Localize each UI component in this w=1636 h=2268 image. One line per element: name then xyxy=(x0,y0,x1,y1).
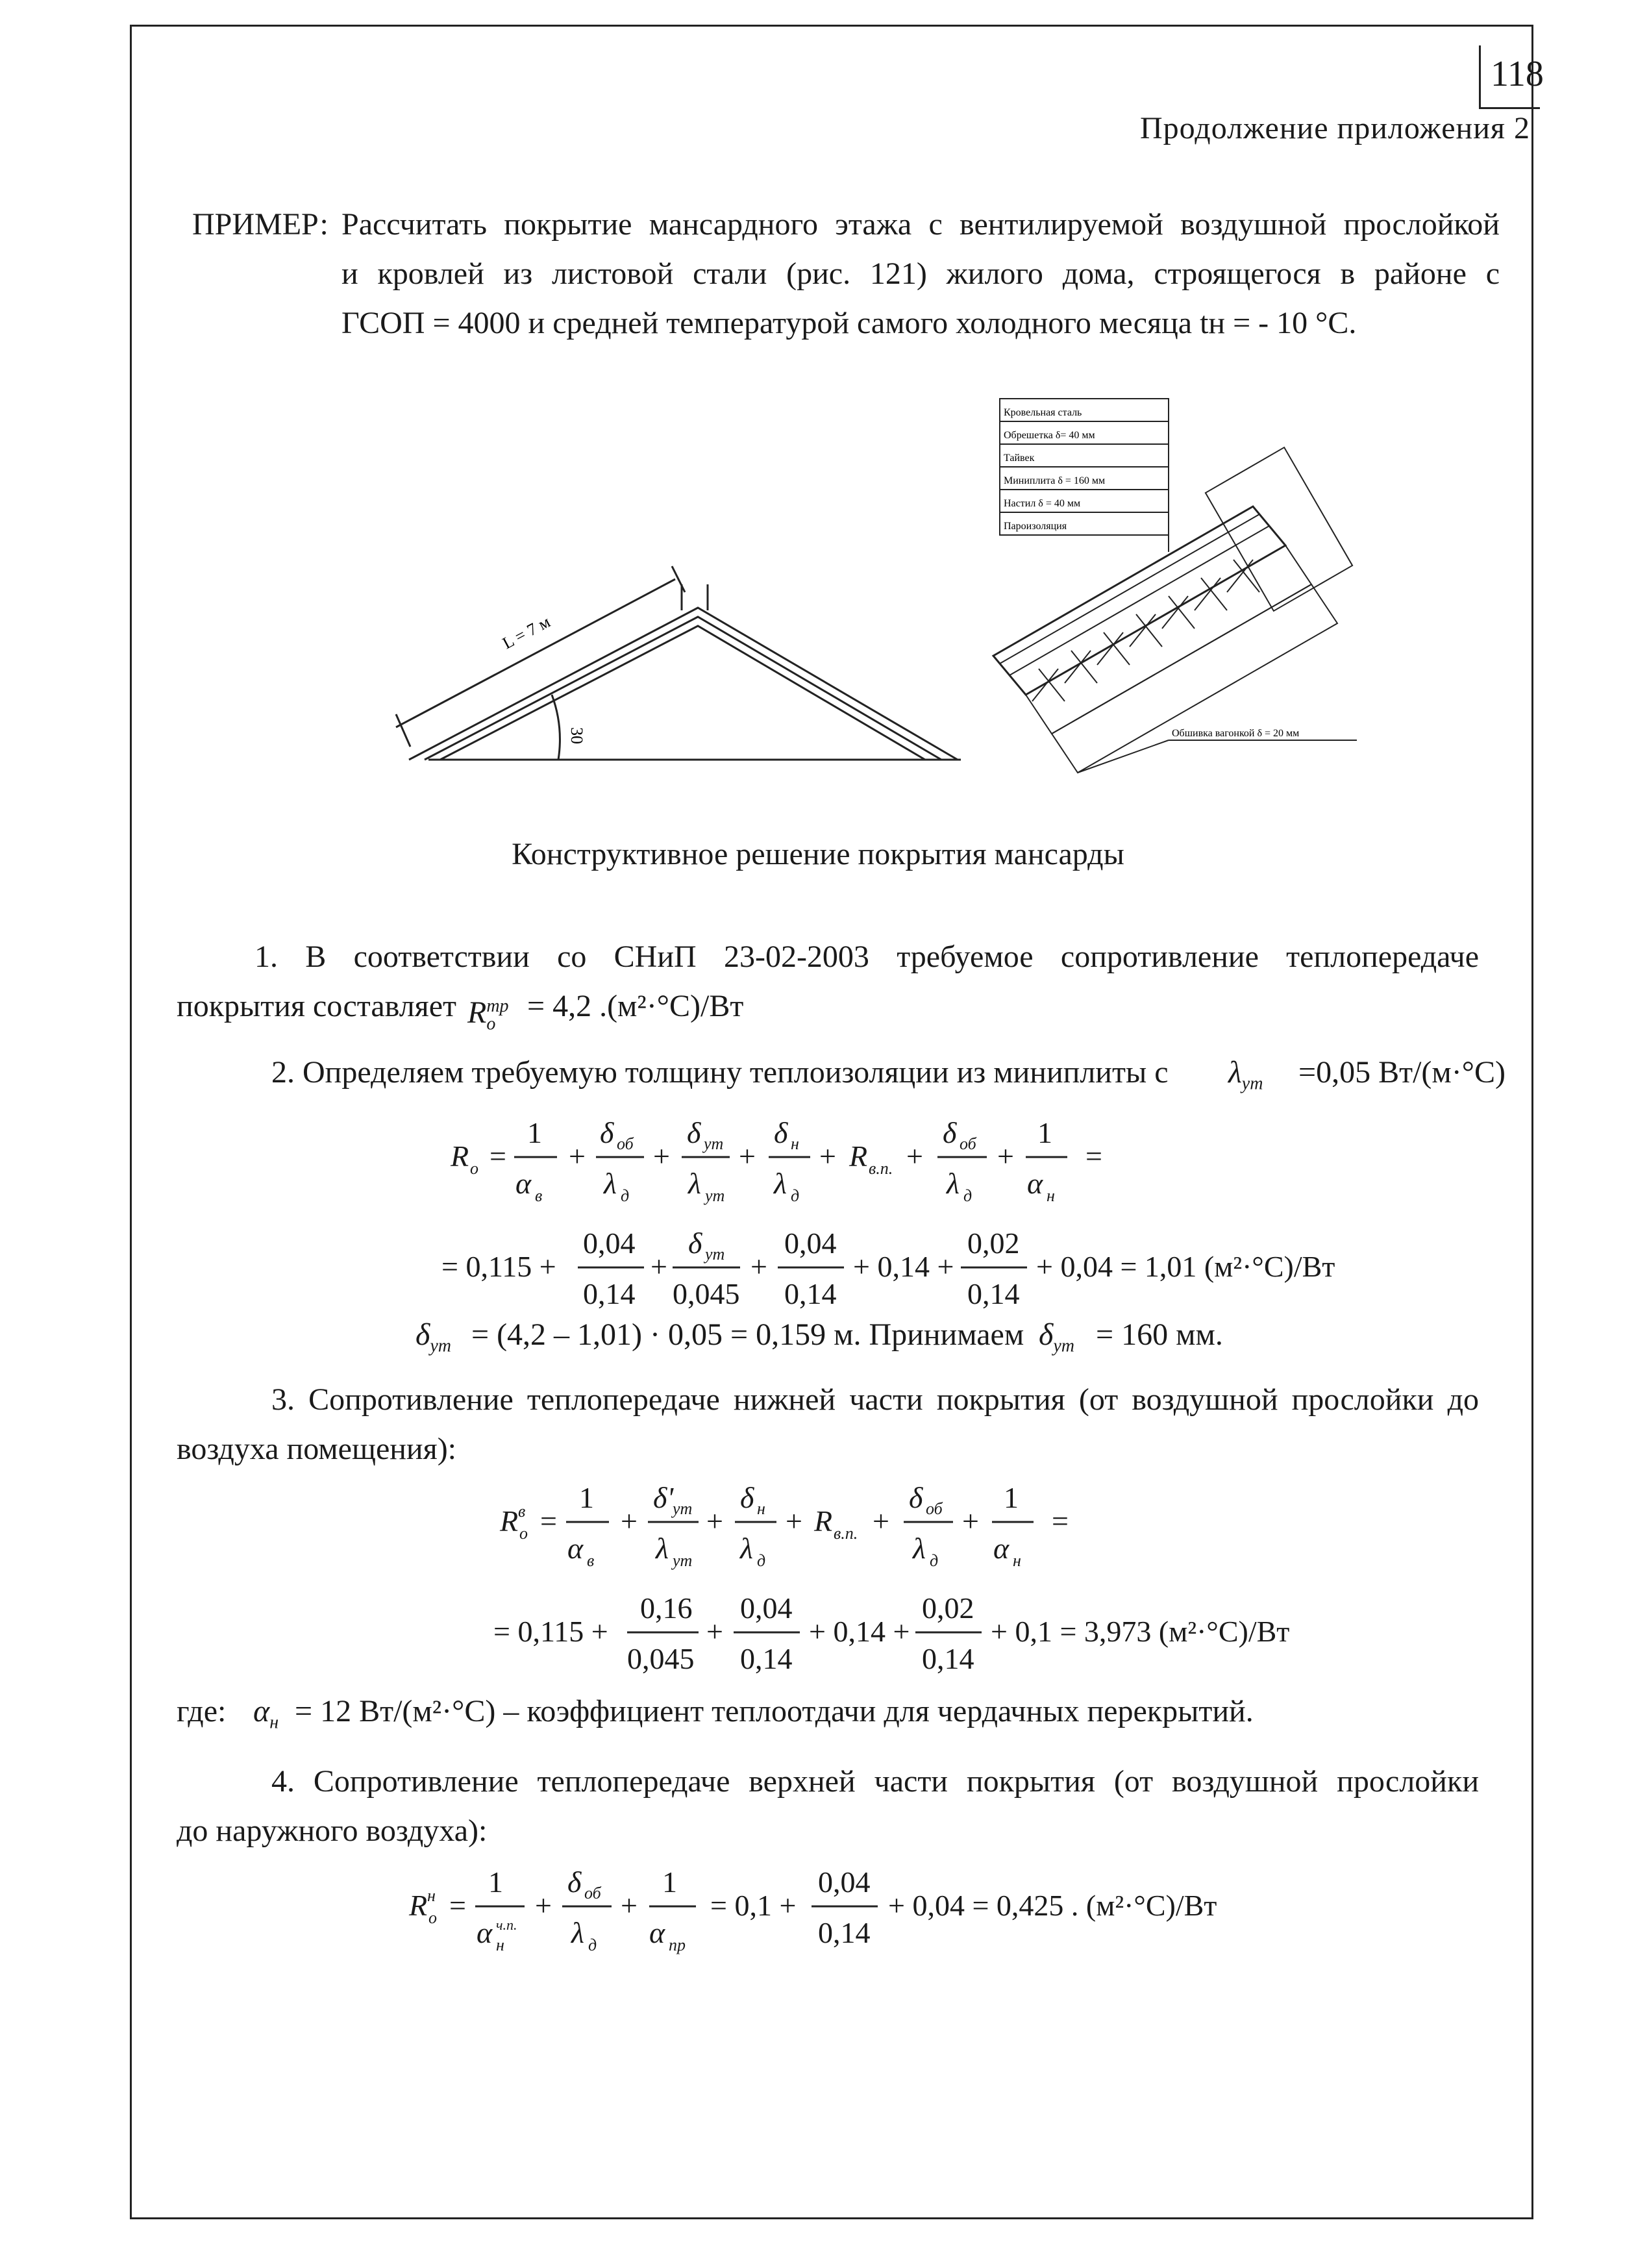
layer-label-4: Миниплита δ = 160 мм xyxy=(1004,475,1106,486)
sheathing-label: Обшивка вагонкой δ = 20 мм xyxy=(1172,728,1300,739)
svg-text:R: R xyxy=(451,1140,469,1173)
svg-text:+: + xyxy=(786,1504,802,1538)
step1-line-1: 1. В соответствии со СНиП 23-02-2003 требуемое сопротивление теплопередаче xyxy=(254,940,1479,974)
svg-text:= 0,115 +: = 0,115 + xyxy=(493,1615,608,1648)
svg-text:н: н xyxy=(791,1134,799,1153)
svg-text:=: = xyxy=(490,1140,506,1173)
lambda-value: =0,05 Вт/(м·°С) xyxy=(1298,1055,1506,1090)
svg-text:пр: пр xyxy=(669,1936,686,1954)
svg-text:+: + xyxy=(873,1504,889,1538)
slope-length-label: L = 7 м xyxy=(499,612,554,653)
step2-line: 2. Определяем требуемую толщину теплоизоляции из миниплиты с xyxy=(271,1055,1169,1090)
svg-text:0,045: 0,045 xyxy=(673,1277,740,1310)
svg-text:R: R xyxy=(500,1504,519,1538)
example-line-1: Рассчитать покрытие мансардного этажа с вентилируемой воздушной прослойкой xyxy=(341,207,1500,242)
svg-text:0,14: 0,14 xyxy=(740,1642,793,1675)
svg-text:α: α xyxy=(1027,1167,1043,1200)
svg-text:+: + xyxy=(621,1504,638,1538)
svg-text:в: в xyxy=(518,1502,526,1521)
layer-label-5: Настил δ = 40 мм xyxy=(1004,498,1081,509)
svg-text:+: + xyxy=(621,1889,638,1922)
svg-text:δ: δ xyxy=(774,1116,788,1149)
svg-text:λ: λ xyxy=(740,1532,753,1565)
svg-text:об: об xyxy=(584,1884,601,1902)
step3-line-2: воздуха помещения): xyxy=(177,1432,457,1466)
step4-line-1: 4. Сопротивление теплопередаче верхней части покрытия (от воздушной прослойки xyxy=(271,1764,1479,1799)
svg-text:0,14: 0,14 xyxy=(583,1277,636,1310)
svg-text:α: α xyxy=(515,1167,532,1200)
svg-text:δ: δ xyxy=(567,1865,582,1899)
step2-calc-result: + 0,04 = 1,01 (м²·°С)/Вт xyxy=(1036,1250,1335,1283)
svg-text:o: o xyxy=(519,1524,528,1543)
svg-text:λ: λ xyxy=(947,1167,960,1200)
svg-text:=: = xyxy=(540,1504,557,1538)
svg-text:0,04: 0,04 xyxy=(583,1227,636,1260)
svg-text:δ': δ' xyxy=(653,1481,674,1514)
svg-text:=: = xyxy=(1085,1140,1102,1173)
svg-text:1: 1 xyxy=(488,1865,503,1899)
svg-text:+: + xyxy=(651,1250,667,1283)
svg-text:0,14: 0,14 xyxy=(818,1916,871,1949)
svg-text:д: д xyxy=(963,1186,973,1205)
svg-text:0,04: 0,04 xyxy=(740,1591,793,1625)
r-required-symbol: $R_o^{тр}$ xyxy=(467,995,509,1034)
svg-text:δ: δ xyxy=(740,1481,754,1514)
svg-text:R: R xyxy=(409,1889,428,1922)
svg-text:δ: δ xyxy=(687,1116,701,1149)
svg-text:1: 1 xyxy=(1004,1481,1019,1514)
svg-text:δ: δ xyxy=(600,1116,614,1149)
svg-text:ут: ут xyxy=(673,1551,693,1570)
thickness-calc: = (4,2 – 1,01) · 0,05 = 0,159 м. Принимаем xyxy=(471,1317,1024,1352)
svg-text:н: н xyxy=(1047,1186,1055,1205)
example-label: ПРИМЕР: xyxy=(192,207,328,242)
formula-ro-lower-numeric xyxy=(493,1584,1402,1688)
svg-text:λ: λ xyxy=(571,1916,584,1949)
svg-text:R: R xyxy=(814,1504,833,1538)
svg-text:+: + xyxy=(750,1250,767,1283)
layer-label-6: Пароизоляция xyxy=(1004,521,1067,532)
svg-text:+ 0,14 +: + 0,14 + xyxy=(853,1250,954,1283)
svg-text:=: = xyxy=(449,1889,466,1922)
where-text: = 12 Вт/(м²·°С) – коэффициент теплоотдачи для чердачных перекрытий. xyxy=(295,1694,1254,1728)
svg-text:o: o xyxy=(428,1908,437,1927)
svg-text:α: α xyxy=(477,1916,493,1949)
svg-text:α: α xyxy=(567,1532,584,1565)
step1-line-2b: = 4,2 .(м²·°С)/Вт xyxy=(527,989,744,1023)
step4-result: + 0,04 = 0,425 . (м²·°С)/Вт xyxy=(888,1889,1217,1922)
svg-text:+: + xyxy=(706,1504,723,1538)
svg-text:0,02: 0,02 xyxy=(967,1227,1020,1260)
svg-text:λ: λ xyxy=(913,1532,926,1565)
layer-label-3: Тайвек xyxy=(1004,453,1035,464)
svg-text:λ: λ xyxy=(774,1167,787,1200)
example-line-3: ГСОП = 4000 и средней температурой самого холодного месяца tн = - 10 °С. xyxy=(341,306,1357,340)
svg-text:+: + xyxy=(569,1140,586,1173)
svg-text:α: α xyxy=(649,1916,665,1949)
svg-text:λ: λ xyxy=(656,1532,669,1565)
svg-text:об: об xyxy=(960,1134,976,1153)
formula-ro-upper xyxy=(403,1858,1376,1969)
alpha-n-symbol: $\alpha_н$ xyxy=(253,1694,279,1733)
svg-text:д: д xyxy=(930,1551,939,1570)
formula-ro-lower xyxy=(493,1474,1208,1584)
svg-text:λ: λ xyxy=(604,1167,617,1200)
step3-line-1: 3. Сопротивление теплопередаче нижней части покрытия (от воздушной прослойки до xyxy=(271,1382,1479,1417)
svg-text:= 0,1 +: = 0,1 + xyxy=(710,1889,797,1922)
svg-text:в: в xyxy=(587,1551,595,1570)
svg-text:ут: ут xyxy=(705,1245,725,1264)
svg-text:н: н xyxy=(496,1936,504,1954)
svg-text:ут: ут xyxy=(673,1499,693,1518)
formula-ro-numeric xyxy=(441,1219,1415,1323)
svg-text:= 0,115 +: = 0,115 + xyxy=(441,1250,556,1283)
svg-text:α: α xyxy=(993,1532,1010,1565)
svg-text:o: o xyxy=(470,1159,478,1178)
svg-text:=: = xyxy=(1052,1504,1069,1538)
svg-text:δ: δ xyxy=(943,1116,957,1149)
page-number: 118 xyxy=(1491,54,1544,94)
svg-text:0,16: 0,16 xyxy=(640,1591,693,1625)
where-label: где: xyxy=(177,1694,227,1728)
svg-text:+: + xyxy=(739,1140,756,1173)
svg-text:+: + xyxy=(706,1615,723,1648)
svg-text:λ: λ xyxy=(688,1167,701,1200)
thickness-accept: = 160 мм. xyxy=(1096,1317,1223,1352)
svg-text:+: + xyxy=(997,1140,1014,1173)
continuation-header: Продолжение приложения 2 xyxy=(1140,111,1530,145)
svg-text:+ 0,14 +: + 0,14 + xyxy=(809,1615,910,1648)
roof-section-diagram xyxy=(974,396,1376,799)
svg-text:δ: δ xyxy=(909,1481,923,1514)
step3-calc-result: + 0,1 = 3,973 (м²·°С)/Вт xyxy=(991,1615,1290,1648)
layer-label-2: Обрешетка δ= 40 мм xyxy=(1004,430,1095,441)
svg-text:0,04: 0,04 xyxy=(818,1865,871,1899)
roof-profile-diagram xyxy=(377,390,1026,805)
svg-text:+: + xyxy=(962,1504,979,1538)
svg-text:0,045: 0,045 xyxy=(627,1642,695,1675)
delta-ut-symbol: $\delta_{ут}$ xyxy=(415,1317,451,1356)
svg-text:ут: ут xyxy=(704,1134,724,1153)
svg-text:н: н xyxy=(427,1886,436,1905)
delta-ut-symbol-2: $\delta_{ут}$ xyxy=(1039,1317,1074,1356)
example-line-2: и кровлей из листовой стали (рис. 121) жилого дома, строящегося в районе с xyxy=(341,256,1500,291)
svg-text:0,14: 0,14 xyxy=(784,1277,837,1310)
svg-text:д: д xyxy=(757,1551,766,1570)
lambda-ut-symbol: $\lambda_{ут}$ xyxy=(1228,1055,1263,1094)
svg-text:R: R xyxy=(849,1140,868,1173)
svg-text:в: в xyxy=(535,1186,543,1205)
formula-ro-general xyxy=(441,1109,1285,1219)
svg-text:0,14: 0,14 xyxy=(967,1277,1020,1310)
svg-text:в.п.: в.п. xyxy=(834,1524,858,1543)
svg-text:0,14: 0,14 xyxy=(922,1642,974,1675)
svg-text:0,04: 0,04 xyxy=(784,1227,837,1260)
svg-text:д: д xyxy=(791,1186,800,1205)
svg-text:+: + xyxy=(819,1140,836,1173)
step1-line-2a: покрытия составляет xyxy=(177,989,457,1023)
svg-text:об: об xyxy=(926,1499,943,1518)
svg-text:δ: δ xyxy=(688,1227,702,1260)
figure-caption: Конструктивное решение покрытия мансарды xyxy=(512,837,1124,871)
svg-text:н: н xyxy=(757,1499,765,1518)
angle-label: 30 xyxy=(567,727,586,744)
svg-text:об: об xyxy=(617,1134,634,1153)
svg-text:+: + xyxy=(535,1889,552,1922)
svg-text:0,02: 0,02 xyxy=(922,1591,974,1625)
svg-text:ч.п.: ч.п. xyxy=(496,1917,517,1933)
layer-label-1: Кровельная сталь xyxy=(1004,407,1082,418)
svg-text:д: д xyxy=(621,1186,630,1205)
svg-text:в.п.: в.п. xyxy=(869,1159,893,1178)
svg-text:1: 1 xyxy=(662,1865,677,1899)
svg-text:1: 1 xyxy=(527,1116,542,1149)
svg-text:ут: ут xyxy=(705,1186,725,1205)
step4-line-2: до наружного воздуха): xyxy=(177,1813,488,1848)
svg-text:д: д xyxy=(588,1936,597,1954)
svg-text:+: + xyxy=(906,1140,923,1173)
svg-text:1: 1 xyxy=(579,1481,594,1514)
svg-text:+: + xyxy=(653,1140,670,1173)
svg-text:н: н xyxy=(1013,1551,1021,1570)
svg-text:1: 1 xyxy=(1037,1116,1052,1149)
